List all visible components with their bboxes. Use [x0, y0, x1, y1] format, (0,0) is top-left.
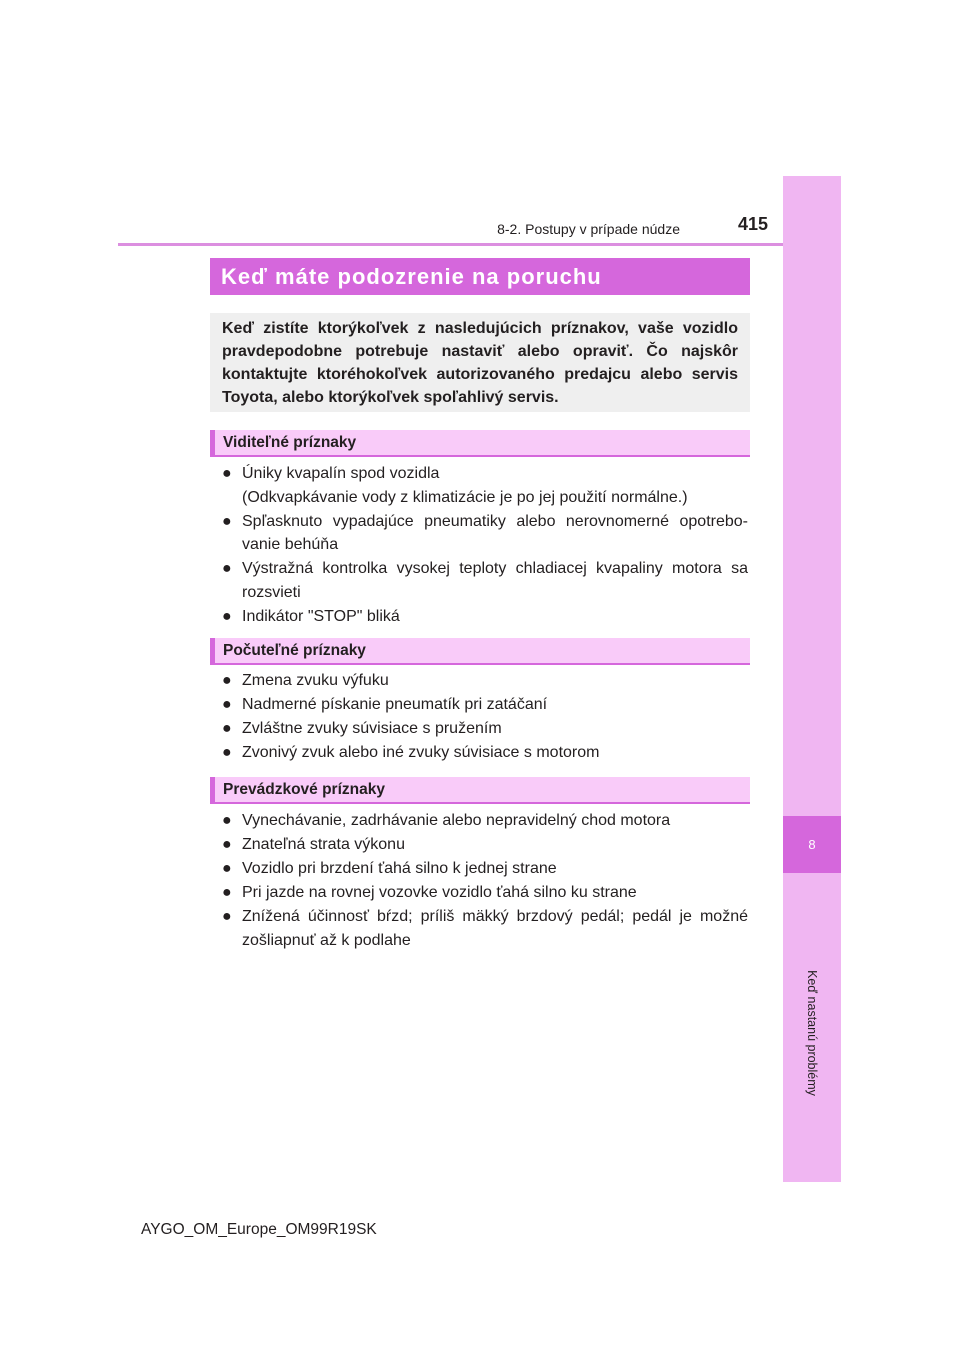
intro-text: Keď zistíte ktorýkoľvek z nasledujúcich príznakov, vaše vozidlo pravdepodobne potrebuje nastaviť alebo opraviť. Čo najskôr kontaktujte ktoréhokoľvek autorizovaného predajcu alebo servis Toyota, alebo ktorýkoľvek spoľahlivý servis.: [222, 320, 738, 406]
bullet-icon: ●: [222, 836, 232, 853]
section-heading-text: Viditeľné príznaky: [223, 433, 357, 451]
list-item: ● Zvonivý zvuk alebo iné zvuky súvisiace s motorom: [222, 741, 748, 765]
list-item: ● Spľasknuto vypadajúce pneumatiky alebo nerovnomerné opotrebo-vanie behúňa: [222, 510, 748, 557]
visible-symptoms-list: [222, 462, 748, 629]
intro-box: [210, 313, 750, 412]
list-item: ● Pri jazde na rovnej vozovke vozidlo ťahá silno ku strane: [222, 881, 748, 905]
section-heading-operational: [210, 777, 750, 804]
list-item: ● Výstražná kontrolka vysokej teploty chladiacej kvapaliny motora sa rozsvieti: [222, 557, 748, 604]
page-number: 415: [738, 214, 769, 234]
list-item: ● Zmena zvuku výfuku: [222, 669, 748, 693]
list-item: ● Znateľná strata výkonu: [222, 833, 748, 857]
operational-symptoms-list: [222, 809, 748, 953]
section-heading-text: Počuteľné príznaky: [223, 641, 366, 659]
section-heading-audible: [210, 638, 750, 665]
bullet-icon: ●: [222, 465, 232, 482]
section-heading-text: Prevádzkové príznaky: [223, 780, 385, 798]
section-breadcrumb: 8-2. Postupy v prípade núdze: [497, 221, 680, 237]
bullet-icon: ●: [222, 744, 232, 761]
header-divider: [118, 243, 783, 246]
list-item: ● Znížená účinnosť bŕzd; príliš mäkký brzdový pedál; pedál je možné zošliapnuť až k podlahe: [222, 905, 748, 952]
section-heading-visible: [210, 430, 750, 457]
bullet-icon: ●: [222, 812, 232, 829]
list-item: ● Zvláštne zvuky súvisiace s pružením: [222, 717, 748, 741]
bullet-icon: ●: [222, 560, 232, 577]
audible-symptoms-list: [222, 669, 748, 765]
bullet-icon: ●: [222, 512, 232, 530]
bullet-icon: ●: [222, 908, 232, 925]
list-item: ● Úniky kvapalín spod vozidla (Odkvapkávanie vody z klimatizácie je po jej použití normálne.): [222, 462, 748, 509]
chapter-side-tab: [783, 176, 841, 1182]
document-footer-id: AYGO_OM_Europe_OM99R19SK: [141, 1221, 377, 1238]
bullet-icon: ●: [222, 607, 232, 625]
chapter-title: Keď nastanú problémy: [805, 970, 819, 1096]
bullet-icon: ●: [222, 860, 232, 877]
bullet-icon: ●: [222, 884, 232, 901]
bullet-icon: ●: [222, 720, 232, 737]
page-title-bar: [210, 258, 750, 295]
list-item: ● Vynechávanie, zadrhávanie alebo nepravidelný chod motora: [222, 809, 748, 833]
bullet-icon: ●: [222, 672, 232, 689]
bullet-icon: ●: [222, 696, 232, 713]
list-item: ● Vozidlo pri brzdení ťahá silno k jednej strane: [222, 857, 748, 881]
page-title: Keď máte podozrenie na poruchu: [221, 263, 602, 289]
list-item: ● Nadmerné pískanie pneumatík pri zatáčaní: [222, 693, 748, 717]
list-item: ● Indikátor "STOP" bliká: [222, 605, 748, 629]
chapter-number: 8: [783, 816, 841, 873]
